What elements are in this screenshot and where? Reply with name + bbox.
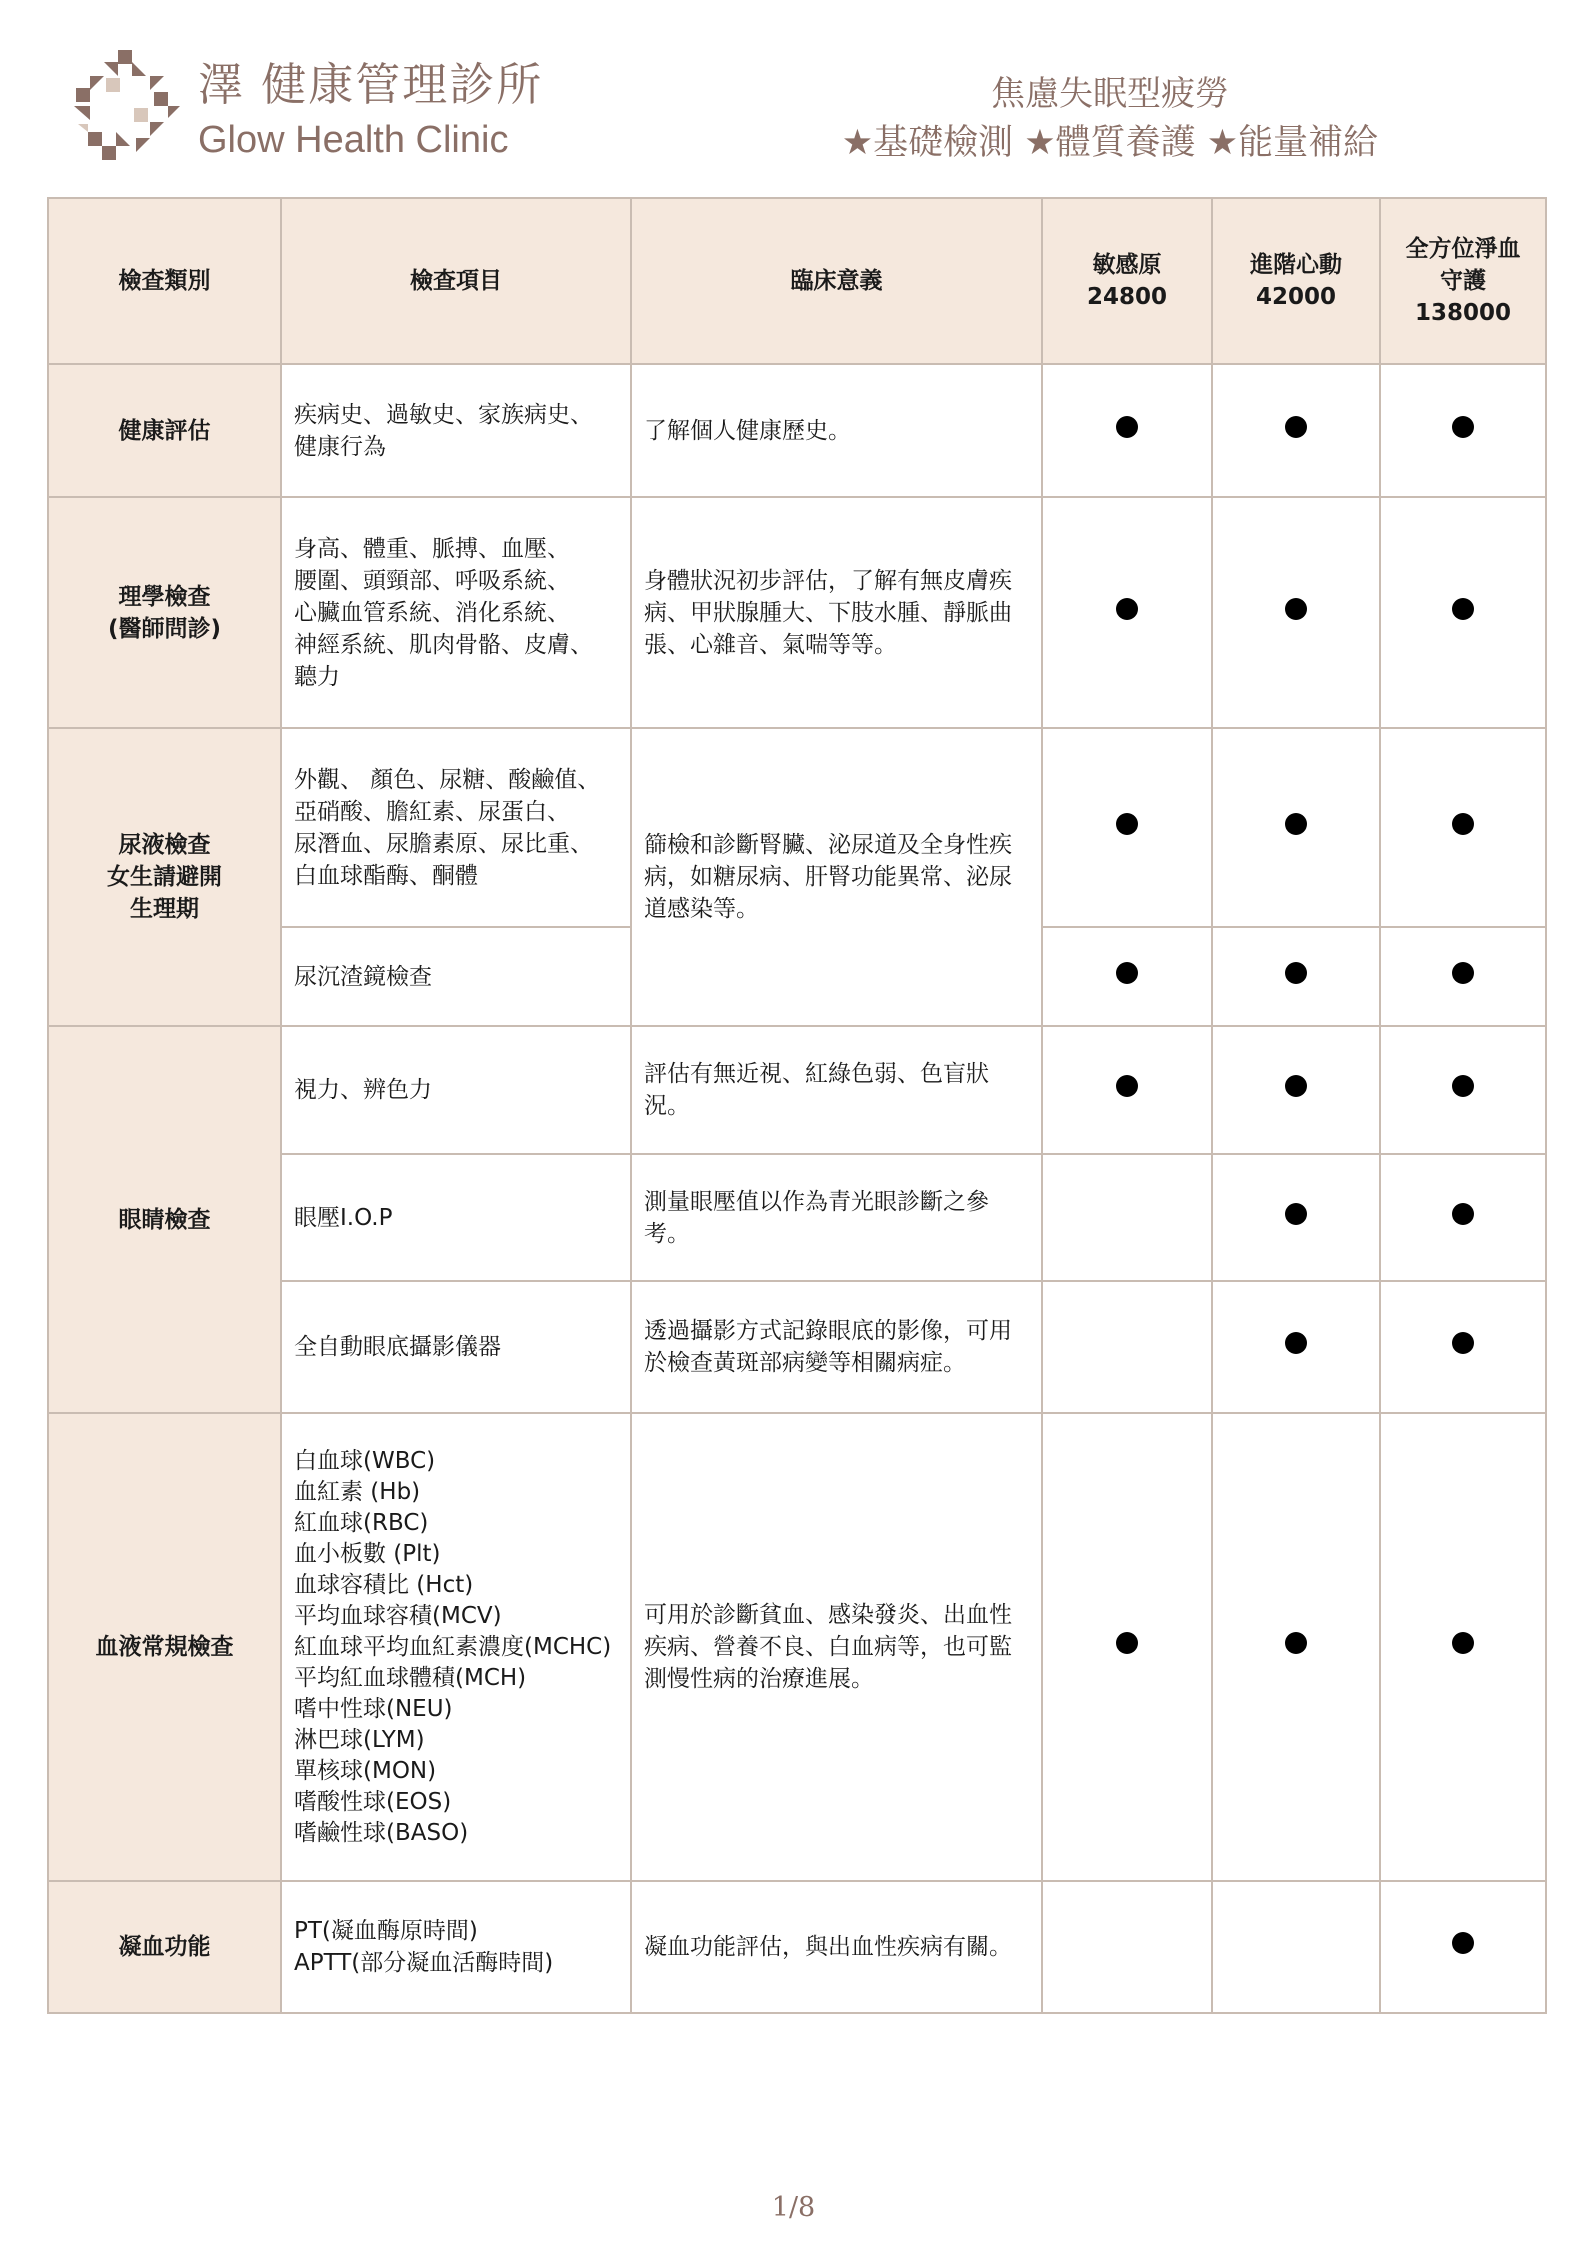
item-line: 嗜中性球(NEU) <box>294 1695 453 1722</box>
plan2-cell <box>1212 728 1380 927</box>
meaning-cell: 了解個人健康歷史。 <box>631 364 1042 497</box>
plan1-cell <box>1042 1281 1212 1413</box>
category-cell: 凝血功能 <box>48 1881 281 2013</box>
header-meaning: 臨床意義 <box>631 198 1042 364</box>
plan1-cell <box>1042 497 1212 728</box>
item-line: PT(凝血酶原時間) <box>294 1918 478 1944</box>
included-dot <box>1452 598 1474 620</box>
plan3-cell <box>1380 927 1546 1026</box>
page-subtitle: ★基礎檢測 ★體質養護 ★能量補給 <box>841 123 1379 163</box>
category-line: 尿液檢查 <box>118 832 211 858</box>
included-dot <box>1116 1075 1138 1097</box>
plan3-cell <box>1380 497 1546 728</box>
meaning-cell: 評估有無近視、紅綠色弱、色盲狀況。 <box>631 1026 1042 1154</box>
category-cell: 健康評估 <box>48 364 281 497</box>
item-line: 外觀、 顏色、尿糖、酸鹼值、 <box>294 766 601 793</box>
included-dot <box>1285 813 1307 835</box>
page-title: 焦慮失眠型疲勞 <box>991 74 1229 114</box>
item-line: 血紅素 (Hb) <box>294 1478 421 1505</box>
table-header-row <box>48 198 1546 364</box>
included-dot <box>1452 962 1474 984</box>
header-plan-full-blood <box>1380 198 1546 364</box>
item-line: 血小板數 (Plt) <box>294 1540 441 1567</box>
page-number: 1/8 <box>771 2192 816 2223</box>
clinic-logo <box>74 48 180 162</box>
item-line: 腰圍、頭頸部、呼吸系統、 <box>294 567 570 594</box>
item-cell: 全自動眼底攝影儀器 <box>281 1281 631 1413</box>
plan3-cell <box>1380 1881 1546 2013</box>
category-line: 生理期 <box>130 896 199 922</box>
table-row <box>48 728 1546 927</box>
item-line: 紅血球(RBC) <box>294 1509 429 1536</box>
included-dot <box>1452 1332 1474 1354</box>
included-dot <box>1285 1332 1307 1354</box>
header-item: 檢查項目 <box>281 198 631 364</box>
item-cell: 視力、辨色力 <box>281 1026 631 1154</box>
item-line: 亞硝酸、膽紅素、尿蛋白、 <box>294 798 570 825</box>
item-cell <box>281 497 631 728</box>
item-cell <box>281 728 631 927</box>
plan3-cell <box>1380 1026 1546 1154</box>
included-dot <box>1452 813 1474 835</box>
included-dot <box>1285 962 1307 984</box>
item-line: 神經系統、肌肉骨骼、皮膚、 <box>294 631 593 658</box>
plan-price: 24800 <box>1086 284 1168 310</box>
table-row <box>48 1413 1546 1881</box>
category-cell: 血液常規檢查 <box>48 1413 281 1881</box>
item-line: 尿潛血、尿膽素原、尿比重、 <box>294 830 593 857</box>
included-dot <box>1285 598 1307 620</box>
item-line: 平均血球容積(MCV) <box>294 1602 502 1629</box>
plan3-cell <box>1380 1413 1546 1881</box>
plan1-cell <box>1042 1026 1212 1154</box>
brand-chinese-name: 澤 健康管理診所 <box>198 58 544 111</box>
table-row <box>48 1881 1546 2013</box>
item-line: 血球容積比 (Hct) <box>294 1571 474 1598</box>
included-dot <box>1116 813 1138 835</box>
plan1-cell <box>1042 1413 1212 1881</box>
category-cell: 眼睛檢查 <box>48 1026 281 1413</box>
category-line: (醫師問診) <box>107 615 222 642</box>
plan3-cell <box>1380 364 1546 497</box>
item-cell <box>281 1413 631 1881</box>
meaning-cell: 透過攝影方式記錄眼底的影像，可用於檢查黃斑部病變等相關病症。 <box>631 1281 1042 1413</box>
item-cell: 尿沉渣鏡檢查 <box>281 927 631 1026</box>
item-line: 平均紅血球體積(MCH) <box>294 1664 527 1691</box>
included-dot <box>1452 1203 1474 1225</box>
meaning-cell: 篩檢和診斷腎臟、泌尿道及全身性疾病，如糖尿病、肝腎功能異常、泌尿道感染等。 <box>631 728 1042 1026</box>
included-dot <box>1116 1632 1138 1654</box>
item-line: 白血球(WBC) <box>294 1447 436 1474</box>
item-line: APTT(部分凝血活酶時間) <box>294 1950 554 1976</box>
plan-name: 全方位淨血守護 <box>1405 236 1521 294</box>
plan2-cell <box>1212 1413 1380 1881</box>
plan2-cell <box>1212 1881 1380 2013</box>
category-line: 女生請避開 <box>107 864 222 890</box>
plan2-cell <box>1212 1026 1380 1154</box>
plan1-cell <box>1042 1881 1212 2013</box>
plan-price: 138000 <box>1414 300 1512 326</box>
included-dot <box>1285 1075 1307 1097</box>
plan2-cell <box>1212 1281 1380 1413</box>
item-line: 聽力 <box>294 663 340 690</box>
included-dot <box>1452 1632 1474 1654</box>
plan1-cell <box>1042 927 1212 1026</box>
included-dot <box>1452 416 1474 438</box>
item-line: 身高、體重、脈搏、血壓、 <box>294 535 570 562</box>
plan2-cell <box>1212 364 1380 497</box>
item-cell <box>281 364 631 497</box>
included-dot <box>1452 1932 1474 1954</box>
brand-block <box>198 56 543 164</box>
plan1-cell <box>1042 364 1212 497</box>
exam-table <box>47 197 1547 2014</box>
plan2-cell <box>1212 497 1380 728</box>
included-dot <box>1116 962 1138 984</box>
item-line: 嗜酸性球(EOS) <box>294 1788 452 1815</box>
plan3-cell <box>1380 1154 1546 1281</box>
table-row <box>48 497 1546 728</box>
item-line: 心臟血管系統、消化系統、 <box>294 599 570 626</box>
meaning-cell: 身體狀況初步評估，了解有無皮膚疾病、甲狀腺腫大、下肢水腫、靜脈曲張、心雜音、氣喘等等。 <box>631 497 1042 728</box>
header-category: 檢查類別 <box>48 198 281 364</box>
included-dot <box>1452 1075 1474 1097</box>
plan1-cell <box>1042 728 1212 927</box>
plan-name: 敏感原 <box>1092 252 1162 278</box>
item-line: 健康行為 <box>294 433 386 460</box>
plan3-cell <box>1380 1281 1546 1413</box>
plan3-cell <box>1380 728 1546 927</box>
item-cell: 眼壓I.O.P <box>281 1154 631 1281</box>
category-cell <box>48 728 281 1026</box>
included-dot <box>1116 416 1138 438</box>
document-titles <box>820 70 1400 168</box>
table-row <box>48 364 1546 497</box>
plan2-cell <box>1212 1154 1380 1281</box>
plan1-cell <box>1042 1154 1212 1281</box>
included-dot <box>1285 1632 1307 1654</box>
item-cell <box>281 1881 631 2013</box>
header-plan-advanced-heart <box>1212 198 1380 364</box>
brand-english-name: Glow Health Clinic <box>198 119 509 161</box>
item-line: 紅血球平均血紅素濃度(MCHC) <box>294 1633 612 1660</box>
plan2-cell <box>1212 927 1380 1026</box>
meaning-cell: 可用於診斷貧血、感染發炎、出血性疾病、營養不良、白血病等，也可監測慢性病的治療進展。 <box>631 1413 1042 1881</box>
plan-price: 42000 <box>1255 284 1337 310</box>
item-line: 嗜鹼性球(BASO) <box>294 1819 469 1846</box>
item-line: 疾病史、過敏史、家族病史、 <box>294 401 593 428</box>
category-line: 理學檢查 <box>118 583 211 610</box>
table-row <box>48 1026 1546 1154</box>
included-dot <box>1285 416 1307 438</box>
plan-name: 進階心動 <box>1250 252 1342 278</box>
item-line: 單核球(MON) <box>294 1757 437 1784</box>
category-cell <box>48 497 281 728</box>
header-plan-allergen <box>1042 198 1212 364</box>
included-dot <box>1116 598 1138 620</box>
meaning-cell: 凝血功能評估，與出血性疾病有關。 <box>631 1881 1042 2013</box>
meaning-cell: 測量眼壓值以作為青光眼診斷之參考。 <box>631 1154 1042 1281</box>
included-dot <box>1285 1203 1307 1225</box>
item-line: 淋巴球(LYM) <box>294 1726 425 1753</box>
item-line: 白血球酯酶、酮體 <box>294 862 478 889</box>
